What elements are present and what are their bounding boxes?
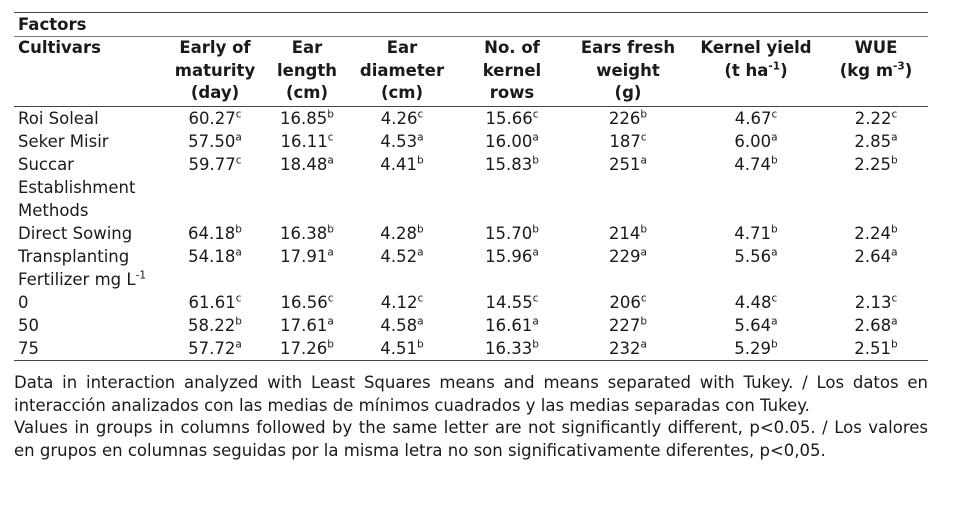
column-header-line: Ear [386, 38, 418, 57]
cell-value: 4.74 [734, 154, 772, 174]
column-header-cultivars: Cultivars [14, 37, 164, 107]
column-header-line: ) [904, 60, 913, 80]
table-row [14, 337, 928, 361]
cell-value: 251 [609, 154, 641, 174]
significance-letter: a [640, 246, 647, 258]
significance-letter: c [771, 292, 778, 304]
cell-value: 17.91 [280, 246, 328, 266]
significance-letter: c [327, 292, 334, 304]
cell-value: 4.41 [380, 154, 418, 174]
cell-value: 16.85 [280, 108, 328, 128]
value-cell-early-maturity [164, 106, 266, 130]
significance-letter: a [235, 338, 242, 350]
column-header-ear-diameter [348, 37, 456, 107]
unit-exponent: -1 [768, 60, 781, 72]
cell-value: 2.85 [854, 131, 892, 151]
value-cell-early-maturity [164, 291, 266, 314]
value-cell-early-maturity [164, 153, 266, 176]
significance-letter: a [417, 131, 424, 143]
value-cell-early-maturity [164, 130, 266, 153]
group-title-row [14, 176, 928, 222]
significance-letter: b [417, 154, 424, 166]
column-header-line: (cm) [285, 83, 329, 102]
significance-letter: b [417, 338, 424, 350]
group-title [14, 176, 164, 222]
value-cell-wue [824, 291, 928, 314]
cell-value: 2.24 [854, 223, 892, 243]
significance-letter: c [640, 292, 647, 304]
value-cell-kernel-rows [456, 314, 568, 337]
table-footnotes [14, 372, 928, 462]
significance-letter: a [771, 315, 778, 327]
significance-letter: a [235, 246, 242, 258]
significance-letter: c [417, 292, 424, 304]
significance-letter: a [532, 315, 539, 327]
cell-value: 60.27 [188, 108, 236, 128]
group-title-text: Establishment Methods [18, 177, 136, 220]
column-header-line: (day) [190, 83, 240, 102]
table-row [14, 106, 928, 130]
value-cell-kernel-yield [688, 314, 824, 337]
significance-letter: a [891, 315, 898, 327]
cell-value: 2.64 [854, 246, 892, 266]
significance-letter: a [417, 246, 424, 258]
value-cell-ear-length [266, 106, 348, 130]
significance-letter: a [532, 246, 539, 258]
cell-value: 15.96 [485, 246, 533, 266]
empty-cell [266, 176, 348, 222]
cell-value: 16.33 [485, 338, 533, 358]
table-row [14, 291, 928, 314]
significance-letter: c [891, 108, 898, 120]
row-label: Direct Sowing [18, 223, 133, 243]
value-cell-early-maturity [164, 222, 266, 245]
column-header-line: kernel [482, 60, 542, 80]
cell-value: 4.26 [380, 108, 418, 128]
significance-letter: b [327, 108, 334, 120]
value-cell-kernel-yield [688, 153, 824, 176]
value-cell-ears-fresh-weight [568, 245, 688, 268]
significance-letter: b [891, 223, 898, 235]
value-cell-ear-length [266, 337, 348, 361]
value-cell-ear-diameter [348, 106, 456, 130]
value-cell-ear-length [266, 222, 348, 245]
value-cell-kernel-rows [456, 153, 568, 176]
row-label: Roi Soleal [18, 108, 99, 128]
significance-letter: a [532, 131, 539, 143]
group-title-text: Fertilizer mg L [18, 269, 136, 289]
cell-value: 16.61 [485, 315, 533, 335]
unit-exponent: -1 [135, 269, 147, 281]
cell-value: 15.66 [485, 108, 533, 128]
table-row [14, 314, 928, 337]
row-label: Transplanting [18, 246, 130, 266]
column-header-line: (kg m [839, 60, 894, 80]
value-cell-ears-fresh-weight [568, 153, 688, 176]
significance-letter: a [417, 315, 424, 327]
significance-letter: c [891, 292, 898, 304]
significance-letter: c [532, 108, 539, 120]
empty-cell [688, 268, 824, 291]
significance-letter: c [235, 154, 242, 166]
row-label: 75 [14, 337, 164, 361]
column-header-line: Ear [291, 38, 323, 57]
significance-letter: a [771, 246, 778, 258]
cell-value: 18.48 [280, 154, 328, 174]
value-cell-ear-diameter [348, 222, 456, 245]
cell-value: 4.52 [380, 246, 418, 266]
value-cell-ear-length [266, 314, 348, 337]
value-cell-ears-fresh-weight [568, 314, 688, 337]
empty-cell [348, 176, 456, 222]
row-label: 0 [18, 292, 29, 312]
row-label: Seker Misir [18, 131, 109, 151]
significance-letter: a [327, 246, 334, 258]
cell-value: 232 [609, 338, 641, 358]
column-header-line: Ears fresh [580, 38, 676, 57]
cell-value: 16.00 [485, 131, 533, 151]
column-header-line: ) [780, 60, 788, 80]
cell-value: 187 [609, 131, 641, 151]
cell-value: 206 [609, 292, 641, 312]
column-header-line: No. of [484, 38, 540, 57]
empty-cell [164, 268, 266, 291]
empty-cell [824, 268, 928, 291]
significance-letter: a [891, 131, 898, 143]
cell-value: 4.48 [734, 292, 772, 312]
column-header-kernel-rows [456, 37, 568, 107]
cell-value: 2.25 [854, 154, 892, 174]
cell-value: 2.13 [854, 292, 892, 312]
empty-cell [164, 176, 266, 222]
value-cell-ear-diameter [348, 130, 456, 153]
cell-value: 4.51 [380, 338, 418, 358]
cell-value: 2.22 [854, 108, 892, 128]
value-cell-wue [824, 222, 928, 245]
table-body [14, 106, 928, 360]
value-cell-ear-length [266, 291, 348, 314]
table-row [14, 130, 928, 153]
value-cell-ear-diameter [348, 291, 456, 314]
significance-letter: c [771, 108, 778, 120]
column-header-line: (cm) [380, 83, 424, 102]
significance-letter: c [235, 292, 242, 304]
value-cell-kernel-yield [688, 222, 824, 245]
column-header-early-maturity [164, 37, 266, 107]
value-cell-ear-diameter [348, 337, 456, 361]
cell-value: 14.55 [485, 292, 533, 312]
significance-letter: c [640, 131, 647, 143]
value-cell-ear-length [266, 153, 348, 176]
empty-cell [266, 268, 348, 291]
value-cell-ear-diameter [348, 314, 456, 337]
cell-value: 17.26 [280, 338, 328, 358]
cell-value: 61.61 [188, 292, 236, 312]
value-cell-kernel-yield [688, 245, 824, 268]
cell-value: 64.18 [188, 223, 236, 243]
significance-letter: b [771, 338, 778, 350]
value-cell-early-maturity [164, 245, 266, 268]
value-cell-ears-fresh-weight [568, 106, 688, 130]
cell-value: 4.53 [380, 131, 418, 151]
significance-letter: a [891, 246, 898, 258]
significance-letter: c [532, 292, 539, 304]
significance-letter: b [417, 223, 424, 235]
value-cell-wue [824, 314, 928, 337]
significance-letter: c [327, 131, 334, 143]
significance-letter: b [891, 338, 898, 350]
empty-cell [456, 176, 568, 222]
cell-value: 2.51 [854, 338, 892, 358]
unit-exponent: -3 [893, 60, 905, 72]
value-cell-kernel-rows [456, 222, 568, 245]
column-header-line: Kernel yield [700, 38, 812, 57]
cell-value: 4.28 [380, 223, 418, 243]
value-cell-wue [824, 130, 928, 153]
table-row [14, 222, 928, 245]
value-cell-wue [824, 337, 928, 361]
cell-value: 57.50 [188, 131, 236, 151]
significance-letter: b [532, 223, 539, 235]
significance-letter: b [640, 108, 648, 120]
empty-cell [824, 176, 928, 222]
column-header-ear-length [266, 37, 348, 107]
factors-label: Factors [14, 13, 928, 37]
significance-letter: c [417, 108, 424, 120]
significance-letter: b [532, 338, 539, 350]
cell-value: 16.11 [280, 131, 328, 151]
significance-letter: b [235, 315, 242, 327]
empty-cell [568, 268, 688, 291]
significance-letter: b [327, 223, 334, 235]
empty-cell [348, 268, 456, 291]
value-cell-ear-length [266, 245, 348, 268]
results-table [14, 12, 928, 361]
value-cell-kernel-yield [688, 106, 824, 130]
value-cell-ears-fresh-weight [568, 291, 688, 314]
cell-value: 15.83 [485, 154, 533, 174]
significance-letter: c [235, 108, 242, 120]
cell-value: 214 [608, 223, 641, 243]
column-header-line: rows [489, 83, 535, 102]
footnote-paragraph: Data in interaction analyzed with Least Squares means and means separated with Tukey. / Los datos en interacción analizados con las medias de mínimos cuadrados y las medias separadas con Tukey. [14, 373, 928, 415]
empty-cell [688, 176, 824, 222]
cell-value: 227 [608, 315, 641, 335]
cell-value: 229 [609, 246, 641, 266]
footnote-paragraph: Values in groups in columns followed by the same letter are not significantly different, p<0.05. / Los valores en grupos en columnas seguidas por la misma letra no son significativamente diferentes, p<0,05. [14, 418, 928, 460]
column-header-line: (t ha [724, 60, 769, 80]
cell-value: 6.00 [734, 131, 772, 151]
value-cell-kernel-yield [688, 291, 824, 314]
cell-value: 16.56 [280, 292, 328, 312]
cell-value: 58.22 [188, 315, 236, 335]
column-header-kernel-yield [688, 37, 824, 107]
cell-value: 59.77 [188, 154, 236, 174]
value-cell-ear-length [266, 130, 348, 153]
significance-letter: b [327, 338, 334, 350]
row-label: Succar [18, 154, 74, 174]
table-row [14, 153, 928, 176]
column-header-line: diameter [359, 60, 445, 80]
empty-cell [456, 268, 568, 291]
cell-value: 5.56 [734, 246, 772, 266]
significance-letter: a [235, 131, 242, 143]
column-header-row [14, 37, 928, 107]
significance-letter: b [891, 154, 898, 166]
value-cell-kernel-rows [456, 106, 568, 130]
column-header-line: (g) [614, 83, 642, 102]
column-header-line: weight [596, 60, 660, 80]
cell-value: 5.29 [734, 338, 772, 358]
column-header-line: maturity [174, 60, 256, 80]
significance-letter: a [640, 338, 647, 350]
significance-letter: b [640, 315, 648, 327]
value-cell-kernel-rows [456, 245, 568, 268]
column-header-line: length [276, 60, 338, 80]
cell-value: 4.58 [380, 315, 418, 335]
group-title [14, 268, 164, 291]
cell-value: 4.12 [380, 292, 418, 312]
cell-value: 4.67 [734, 108, 772, 128]
cell-value: 5.64 [734, 315, 772, 335]
row-label: 50 [18, 315, 39, 335]
cell-value: 16.38 [280, 223, 328, 243]
significance-letter: a [640, 154, 647, 166]
value-cell-kernel-yield [688, 130, 824, 153]
value-cell-wue [824, 245, 928, 268]
significance-letter: a [771, 131, 778, 143]
value-cell-kernel-rows [456, 130, 568, 153]
value-cell-early-maturity [164, 337, 266, 361]
value-cell-ears-fresh-weight [568, 337, 688, 361]
cell-value: 57.72 [188, 338, 236, 358]
empty-cell [568, 176, 688, 222]
factors-header-row [14, 13, 928, 37]
value-cell-kernel-rows [456, 337, 568, 361]
group-title-row [14, 268, 928, 291]
value-cell-ear-diameter [348, 245, 456, 268]
value-cell-kernel-yield [688, 337, 824, 361]
value-cell-wue [824, 153, 928, 176]
cell-value: 2.68 [854, 315, 892, 335]
significance-letter: b [235, 223, 242, 235]
value-cell-ears-fresh-weight [568, 130, 688, 153]
table-row [14, 245, 928, 268]
significance-letter: a [327, 315, 334, 327]
column-header-wue [824, 37, 928, 107]
value-cell-ears-fresh-weight [568, 222, 688, 245]
significance-letter: b [771, 154, 778, 166]
cell-value: 226 [608, 108, 641, 128]
cell-value: 17.61 [280, 315, 328, 335]
significance-letter: b [771, 223, 778, 235]
cell-value: 4.71 [734, 223, 772, 243]
column-header-line: WUE [854, 38, 898, 57]
value-cell-early-maturity [164, 314, 266, 337]
column-header-ears-fresh-weight [568, 37, 688, 107]
cell-value: 54.18 [188, 246, 236, 266]
value-cell-ear-diameter [348, 153, 456, 176]
cell-value: 15.70 [485, 223, 533, 243]
significance-letter: b [640, 223, 648, 235]
value-cell-wue [824, 106, 928, 130]
significance-letter: a [327, 154, 334, 166]
significance-letter: b [532, 154, 539, 166]
column-header-line: Early of [179, 38, 251, 57]
value-cell-kernel-rows [456, 291, 568, 314]
